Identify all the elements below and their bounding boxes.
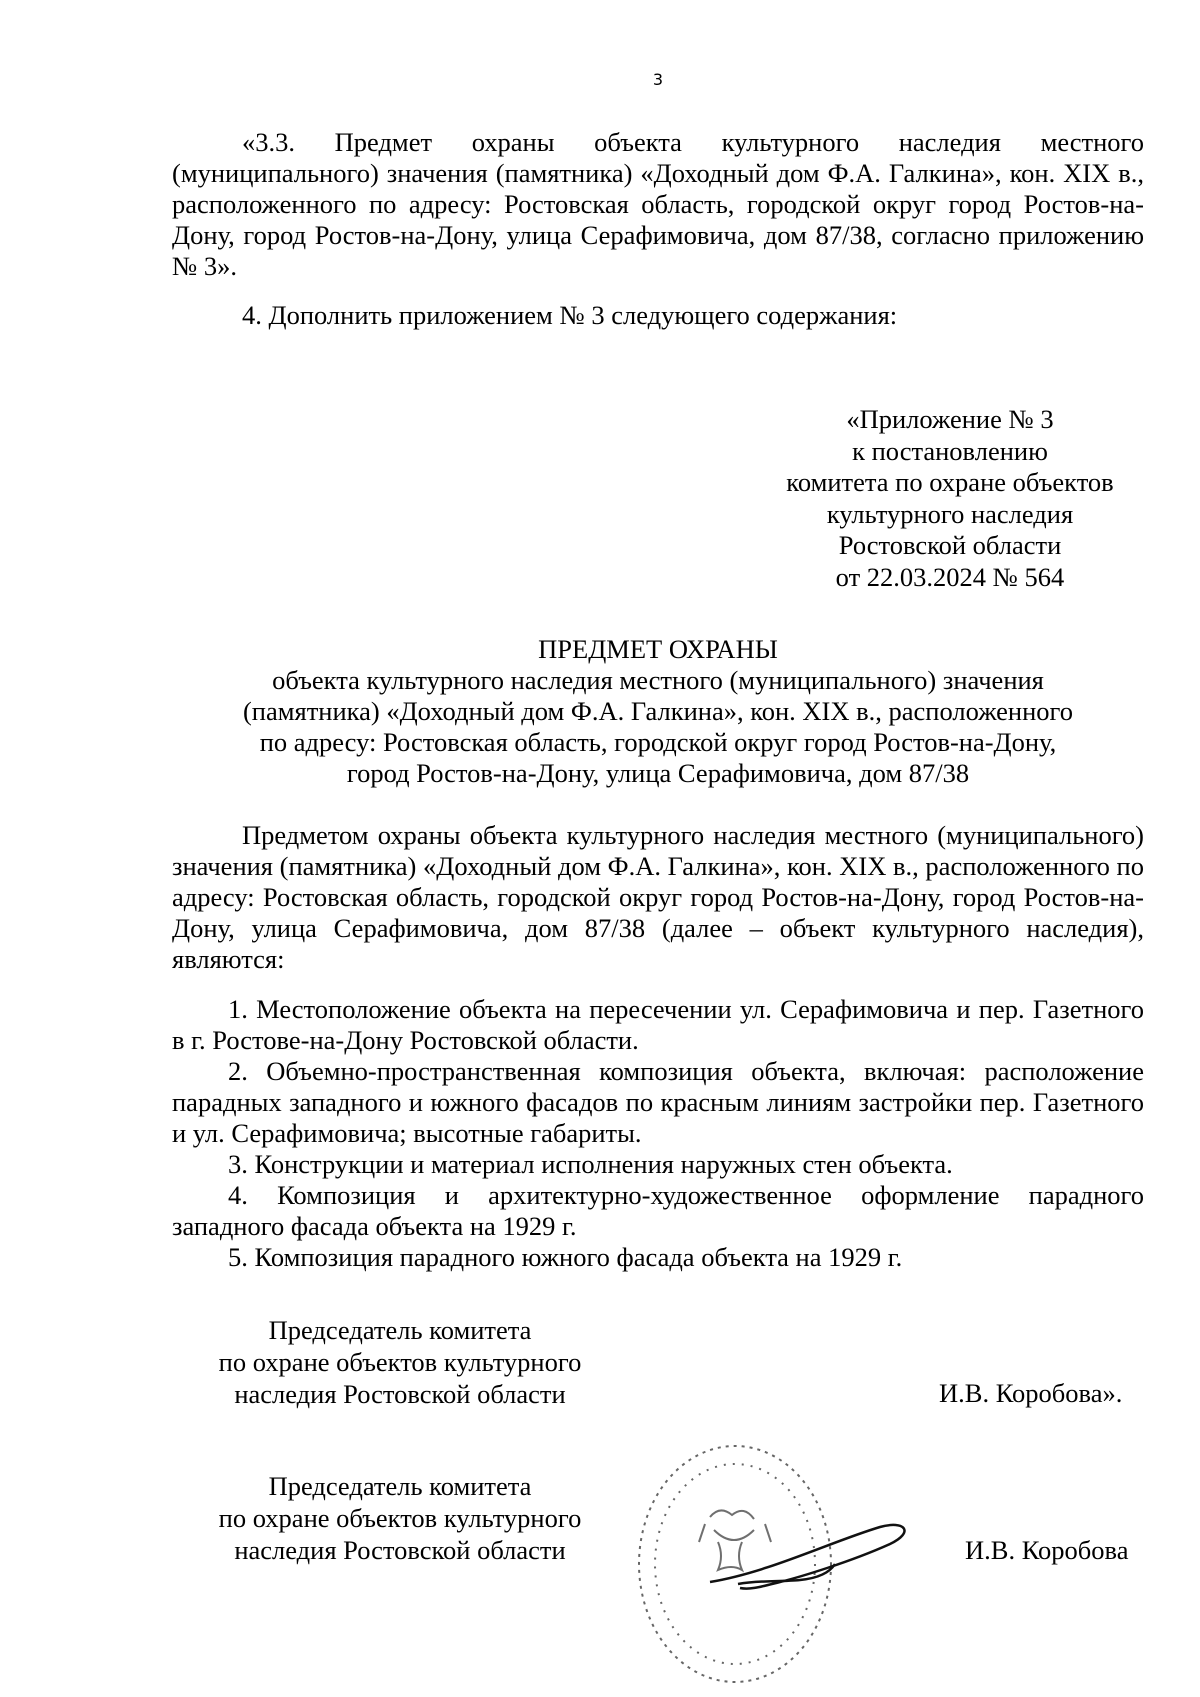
list-item-4: 4. Композиция и архитектурно-художественное оформление парадного западного фасада объекта на 1929 г.	[172, 1180, 1144, 1241]
appendix-line: культурного наследия	[826, 498, 1074, 529]
appendix-line: к постановлению	[852, 435, 1048, 466]
signature-title-line: наследия Ростовской области	[234, 1379, 566, 1409]
signature-title-line: по охране объектов культурного	[218, 1347, 582, 1377]
list-item-3: 3. Конструкции и материал исполнения наружных стен объекта.	[228, 1149, 953, 1179]
official-seal-icon	[630, 1432, 930, 1692]
title-line: (памятника) «Доходный дом Ф.А. Галкина», кон. XIX в., расположенного	[242, 696, 1073, 726]
list-item-2: 2. Объемно-пространственная композиция объекта, включая: расположение парадных западного и южного фасадов по красным линиям застройки пер. Газетного и ул. Серафимовича; высотные габариты.	[172, 1056, 1144, 1148]
signature-title-line: Председатель комитета	[268, 1471, 532, 1501]
appendix-line: от 22.03.2024 № 564	[835, 561, 1065, 592]
paragraph-3-3: «3.3. Предмет охраны объекта культурного наследия местного (муниципального) значения (памятника) «Доходный дом Ф.А. Галкина», кон. XIX в., расположенного по адресу: Ростовская область, городской округ город Ростов-на-Дону, город Ростов-на-Дону, улица Серафимовича, дом 87/38, согласно приложению № 3».	[172, 127, 1144, 281]
title-line: по адресу: Ростовская область, городской округ город Ростов-на-Дону,	[259, 727, 1057, 757]
appendix-line: комитета по охране объектов	[786, 467, 1114, 497]
signature-title-line: наследия Ростовской области	[234, 1535, 566, 1565]
signature-title-line: по охране объектов культурного	[218, 1503, 582, 1533]
signature-1-name: И.В. Коробова».	[939, 1378, 1123, 1408]
list-item-1: 1. Местоположение объекта на пересечении ул. Серафимовича и пер. Газетного в г. Ростове-на-Дону Ростовской области.	[172, 994, 1144, 1055]
list-item-5: 5. Композиция парадного южного фасада объекта на 1929 г.	[228, 1242, 903, 1272]
appendix-line: «Приложение № 3	[846, 404, 1054, 434]
intro-paragraph: Предметом охраны объекта культурного наследия местного (муниципального) значения (памятника) «Доходный дом Ф.А. Галкина», кон. XIX в., расположенного по адресу: Ростовская область, городской округ город Ростов-на-Дону, город Ростов-на-Дону, улица Серафимовича, дом 87/38 (далее – объект культурного наследия), являются:	[172, 820, 1144, 974]
paragraph-4: 4. Дополнить приложением № 3 следующего содержания:	[242, 300, 898, 330]
page-number: 3	[652, 70, 664, 89]
signature-2-title	[190, 1470, 610, 1566]
title-line: объекта культурного наследия местного (муниципального) значения	[272, 665, 1044, 695]
signature-title-line: Председатель комитета	[268, 1315, 532, 1345]
appendix-header	[760, 404, 1140, 593]
document-title	[172, 634, 1144, 789]
signature-2-name: И.В. Коробова	[965, 1535, 1129, 1565]
title-line: город Ростов-на-Дону, улица Серафимовича, дом 87/38	[346, 758, 970, 788]
title-heading: ПРЕДМЕТ ОХРАНЫ	[538, 634, 778, 664]
appendix-line: Ростовской области	[838, 530, 1062, 560]
signature-1-title	[190, 1314, 610, 1410]
